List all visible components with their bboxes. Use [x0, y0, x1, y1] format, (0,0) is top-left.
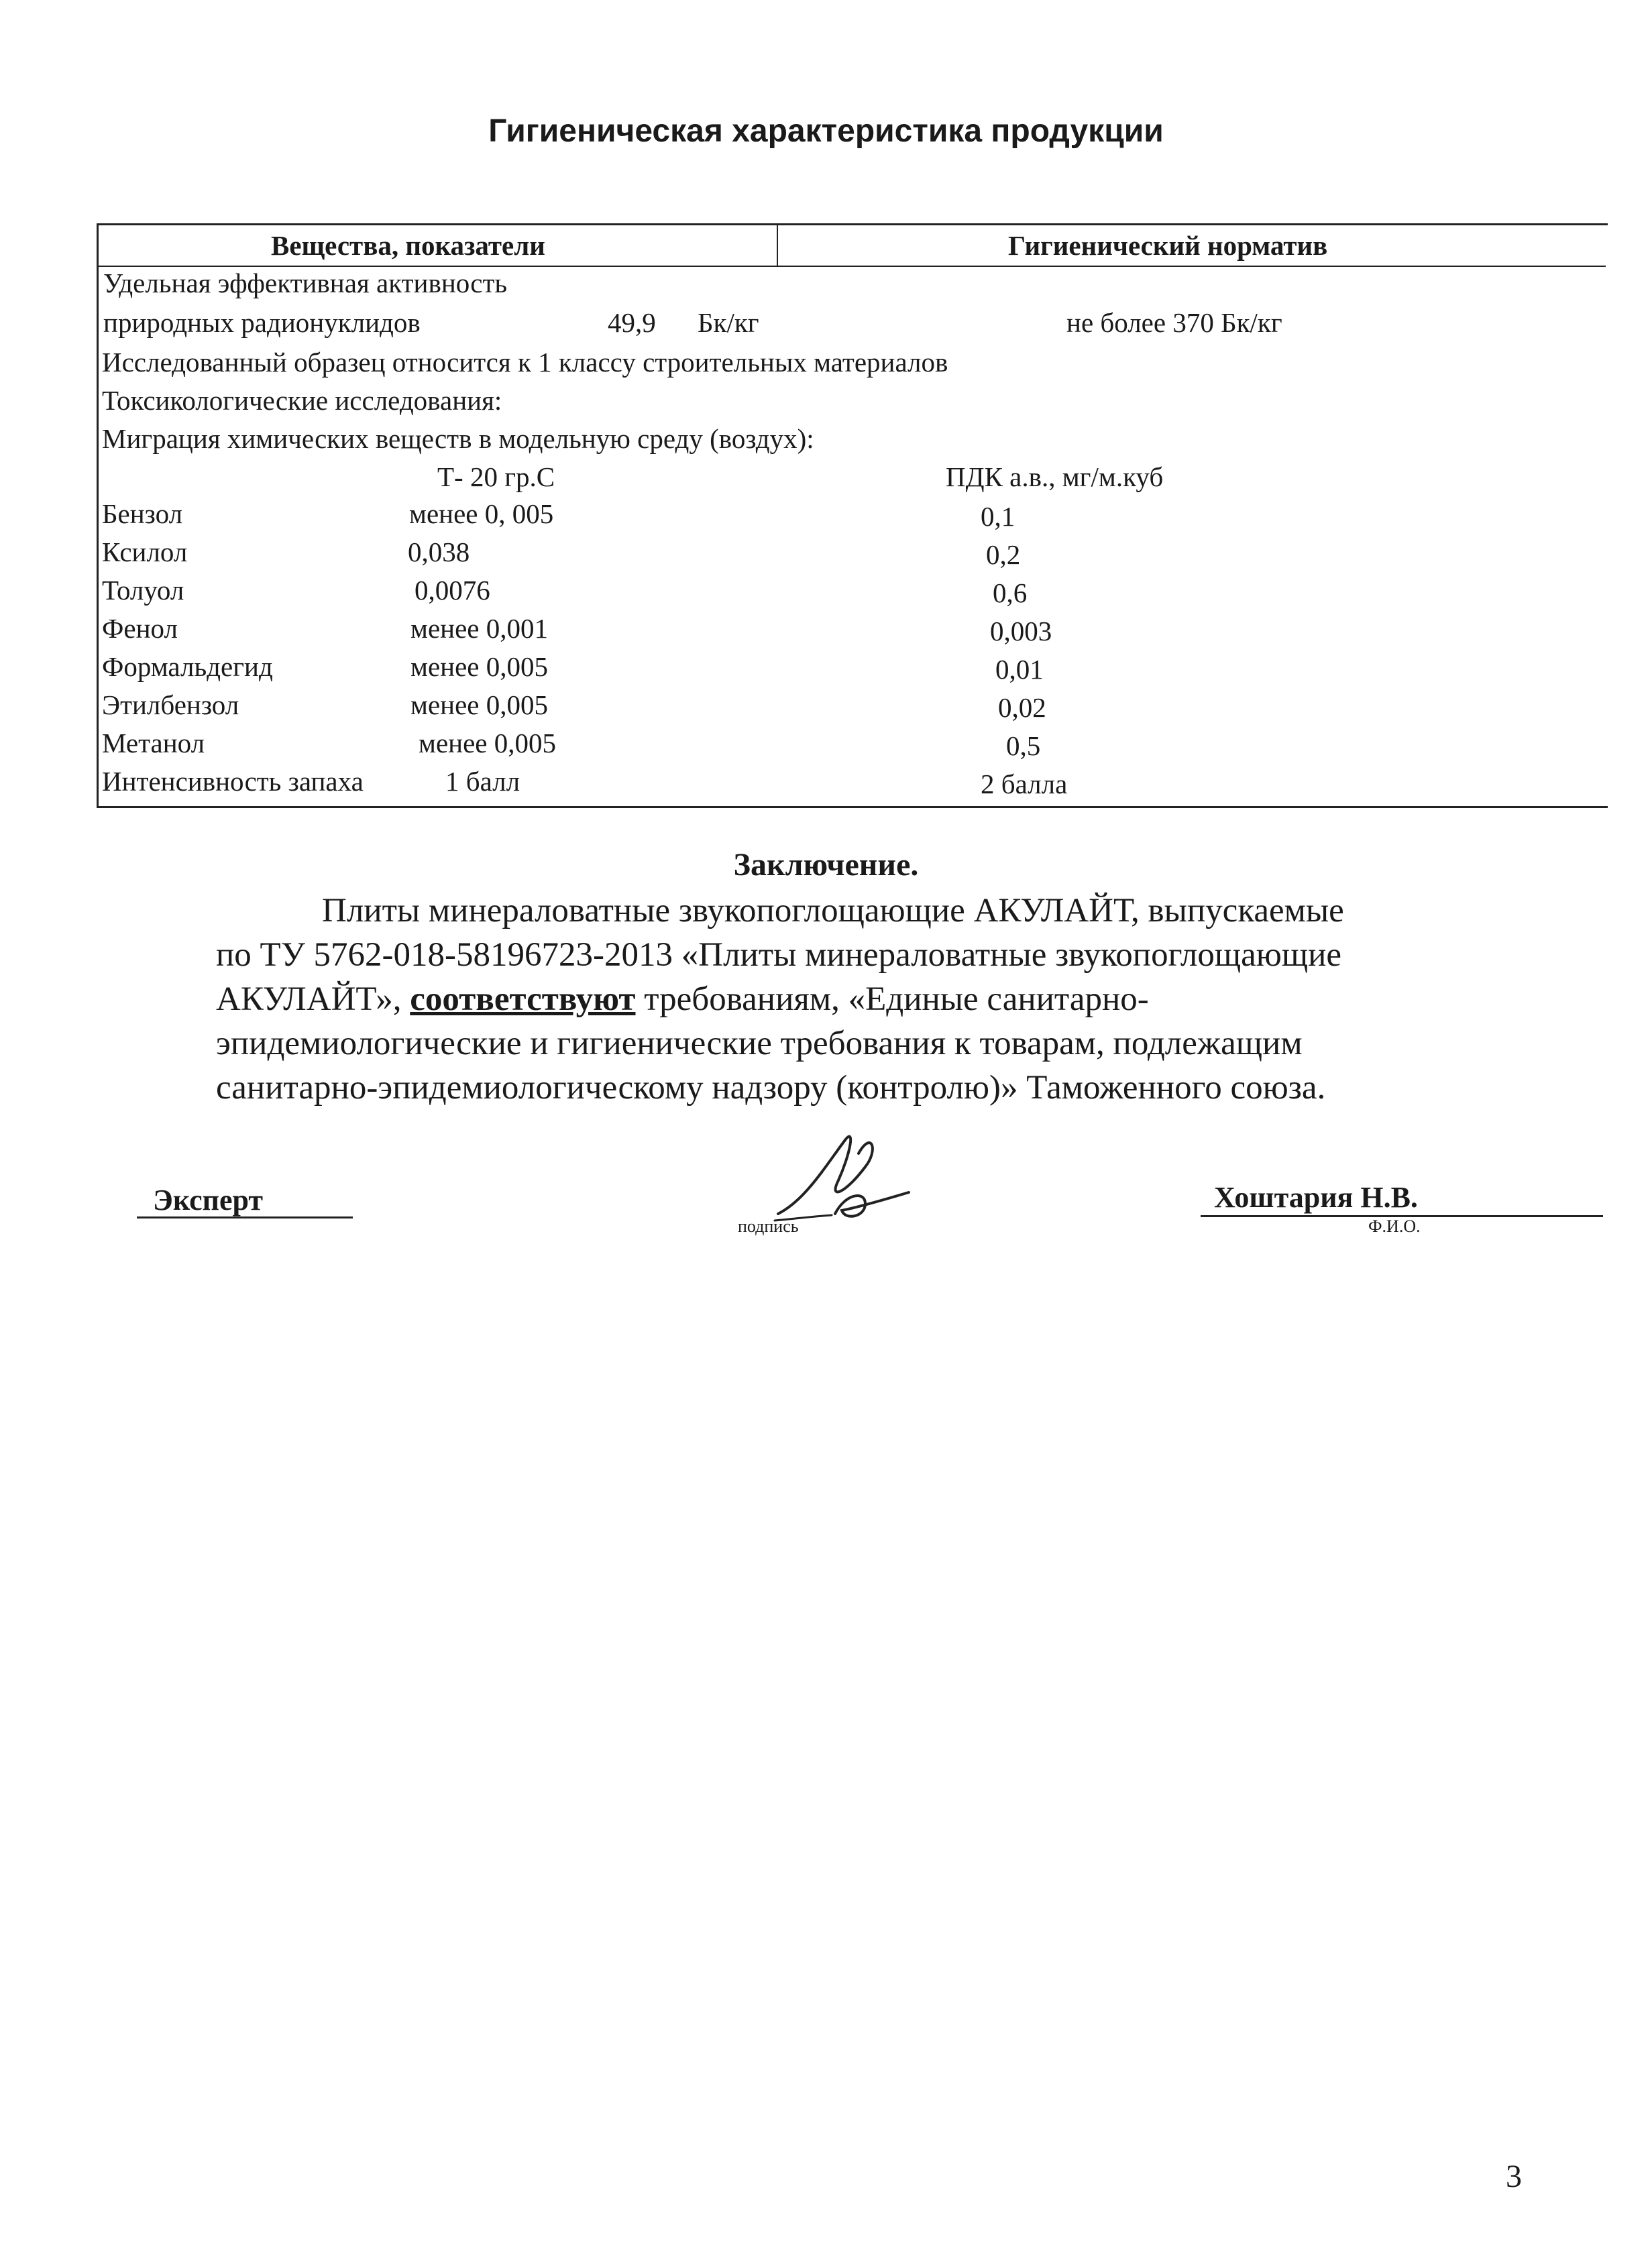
- pdk-label: ПДК а.в., мг/м.куб: [946, 461, 1164, 492]
- material-class: Исследованный образец относится к 1 классу строительных материалов: [102, 347, 948, 378]
- table-header-column-divider: [777, 223, 778, 266]
- substance-value: 0,038: [408, 536, 470, 567]
- substance-name: Формальдегид: [102, 651, 273, 682]
- activity-norm: не более 370 Бк/кг: [1066, 307, 1282, 338]
- substance-name: Бензол: [102, 498, 183, 529]
- substance-value: менее 0,005: [419, 728, 556, 758]
- substance-name: Метанол: [102, 728, 205, 758]
- conclusion-line-3-end: требованиям, «Единые санитарно-: [635, 980, 1149, 1018]
- substance-norm: 0,01: [995, 654, 1044, 685]
- activity-line1: Удельная эффективная активность: [103, 268, 508, 298]
- conclusion-line-1: Плиты минераловатные звукопоглощающие АКУЛАЙТ, выпускаемые: [322, 892, 1344, 929]
- substance-norm: 0,6: [993, 577, 1028, 608]
- substance-value: менее 0,001: [410, 613, 548, 644]
- substance-norm: 0,2: [986, 539, 1021, 570]
- name-caption: Ф.И.О.: [1368, 1216, 1421, 1236]
- conclusion-line-4: эпидемиологические и гигиенические требования к товарам, подлежащим: [216, 1025, 1303, 1062]
- substance-value: менее 0, 005: [409, 498, 554, 529]
- conclusion-verdict: соответствуют: [410, 980, 636, 1018]
- substance-value: менее 0,005: [410, 689, 548, 720]
- substance-norm: 0,02: [998, 692, 1046, 723]
- table-header-norm: Гигиенический норматив: [1008, 230, 1328, 261]
- conclusion-line-5: санитарно-эпидемиологическому надзору (контролю)» Таможенного союза.: [216, 1069, 1326, 1107]
- signature-image: [765, 1113, 926, 1234]
- substance-norm: 0,5: [1006, 730, 1041, 761]
- substance-name: Ксилол: [102, 536, 188, 567]
- document-title: Гигиеническая характеристика продукции: [488, 113, 1164, 149]
- substance-value: 0,0076: [415, 575, 490, 606]
- odor-label: Интенсивность запаха: [102, 766, 364, 797]
- substance-name: Фенол: [102, 613, 178, 644]
- substance-value: менее 0,005: [410, 651, 548, 682]
- activity-unit: Бк/кг: [698, 307, 759, 338]
- odor-value: 1 балл: [445, 766, 520, 797]
- activity-label: природных радионуклидов: [103, 307, 421, 338]
- substance-norm: 0,003: [990, 616, 1052, 646]
- activity-value: 49,9: [608, 307, 656, 338]
- substance-name: Толуол: [102, 575, 184, 606]
- conclusion-title: Заключение.: [733, 847, 919, 883]
- substance-norm: 0,1: [981, 501, 1015, 532]
- conclusion-line-3: [216, 978, 1149, 1021]
- odor-norm: 2 балла: [981, 769, 1068, 799]
- migration-heading: Миграция химических веществ в модельную среду (воздух):: [102, 423, 814, 454]
- conclusion-line-3-start: АКУЛАЙТ»,: [216, 980, 410, 1018]
- table-header-substances: Вещества, показатели: [271, 230, 545, 261]
- expert-underline: [137, 1216, 353, 1218]
- conclusion-line-2: по ТУ 5762-018-58196723-2013 «Плиты минераловатные звукопоглощающие: [216, 936, 1342, 974]
- substance-name: Этилбензол: [102, 689, 239, 720]
- temp-label: Т- 20 гр.С: [437, 461, 555, 492]
- page-number: 3: [1506, 2159, 1522, 2194]
- signature-caption: подпись: [738, 1216, 799, 1236]
- expert-label: Эксперт: [153, 1184, 264, 1216]
- expert-name: Хоштария Н.В.: [1214, 1181, 1418, 1214]
- tox-heading: Токсикологические исследования:: [102, 385, 502, 416]
